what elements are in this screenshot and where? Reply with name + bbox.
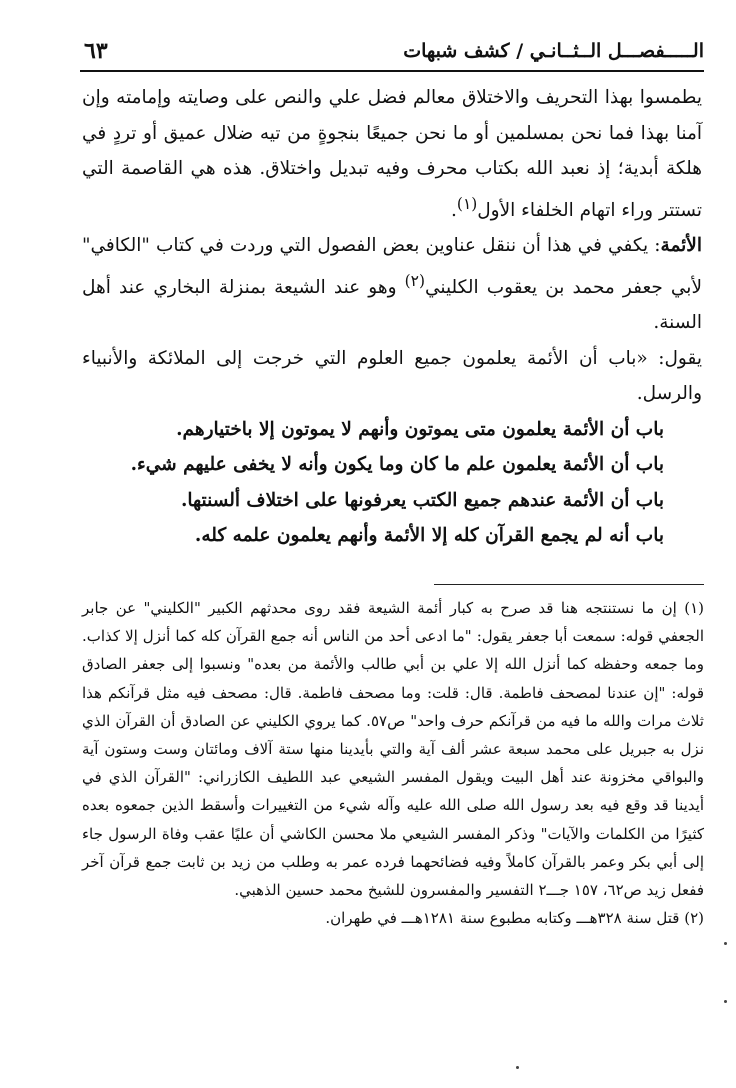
- paragraph-2-text: : يكفي في هذا أن ننقل عناوين بعض الفصول التي وردت في كتاب "الكافي" لأبي جعفر محمد بن يعقوب الكليني: [82, 235, 703, 298]
- list-item: باب أن الأئمة يعلمون متى يموتون وأنهم لا يموتون إلا باختيارهم.: [176, 418, 664, 440]
- paragraph-3: يقول: «باب أن الأئمة يعلمون جميع العلوم التي خرجت إلى الملائكة والأنبياء والرسل.: [82, 347, 702, 405]
- paragraph-2: [82, 228, 702, 341]
- paragraph-1-end: .: [451, 199, 457, 221]
- header-rule: [80, 70, 704, 72]
- margin-dot: [516, 1066, 519, 1069]
- paragraph-1: [82, 80, 702, 228]
- page-header: [80, 38, 704, 68]
- paragraph-2-rest: وهو عند الشيعة بمنزلة البخاري عند أهل السنة.: [82, 276, 702, 334]
- paragraph-1-text: يطمسوا بهذا التحريف والاختلاق معالم فضل علي والنص على وصايته وإمامته وإن آمنا بهذا فما نحن بمسلمين أو ما نحن جميعًا بنجوةٍ من تيه ضلال عميق أو تردٍ في هلكة أبدية؛ إذ نعبد الله بكتاب محرف وفيه تبديل واختلاق. هذه هي القاصمة التي تستتر وراء اتهام الخلفاء الأول: [82, 87, 702, 221]
- page-number: ٦٣: [84, 38, 108, 64]
- footnotes: [82, 594, 704, 932]
- paragraph-2-lead: الأئمة: [660, 235, 702, 257]
- footnote-separator: [434, 584, 704, 585]
- margin-dot: [724, 942, 727, 945]
- footnote-1: (١) إن ما نستنتجه هنا قد صرح به كبار أئمة الشيعة فقد روى محدثهم الكبير "الكليني" عن جابر الجعفي قوله: سمعت أبا جعفر يقول: "ما ادعى أحد من الناس أنه جمع القرآن كله كما أنزل إلا كذاب. وما جمعه وحفظه كما أنزل الله إلا علي بن أبي طالب والأئمة من بعده" ونسبوا إلى جعفر الصادق قوله: "إن عندنا لمصحف فاطمة. قال: قلت: وما مصحف فاطمة. قال: مصحف فيه مثل قرآنكم هذا ثلاث مرات والله ما فيه من قرآنكم حرف واحد" ص٥٧. كما يروي الكليني عن الصادق أن القرآن الذي نزل به جبريل على محمد سبعة عشر ألف آية والتي بأيدينا منها ستة آلاف ومائتان وست وستون آية والبواقي مخزونة عند أهل البيت ويقول المفسر الشيعي عبد اللطيف الكازراني: "القرآن الذي في أيدينا قد وقع فيه بعد رسول الله صلى الله عليه وآله شيء من التغييرات وأسقط الذين جمعوه بعده كثيرًا من الكلمات والآيات" وذكر المفسر الشيعي ملا محسن الكاشي أن عليًا عقب وفاة الرسول جاء إلى أبي بكر وعمر بالقرآن كاملاً وفيه فضائحهما فرده عمر به وطلب من زيد بن ثابت جمع قرآن آخر ففعل زيد ص٦٢، ١٥٧ جـــ٢ التفسير والمفسرون للشيخ محمد حسين الذهبي.: [82, 599, 704, 900]
- footnote-2: (٢) قتل سنة ٣٢٨هـــ وكتابه مطبوع سنة ١٢٨١هـــ في طهران.: [325, 909, 704, 928]
- chapter-list: [82, 412, 702, 554]
- footnote-ref-2: (٢): [404, 271, 425, 290]
- list-item: باب أنه لم يجمع القرآن كله إلا الأئمة وأنهم يعلمون علمه كله.: [194, 525, 664, 547]
- running-title: الـــــفصـــل الــثــانـي / كشف شبهات: [403, 40, 704, 62]
- margin-dot: [724, 1000, 727, 1003]
- main-text: [82, 80, 702, 554]
- list-item: باب أن الأئمة عندهم جميع الكتب يعرفونها على اختلاف ألسنتها.: [180, 489, 664, 511]
- footnote-ref-1: (١): [456, 194, 478, 213]
- list-item: باب أن الأئمة يعلمون علم ما كان وما يكون وأنه لا يخفى عليهم شيء.: [130, 454, 664, 476]
